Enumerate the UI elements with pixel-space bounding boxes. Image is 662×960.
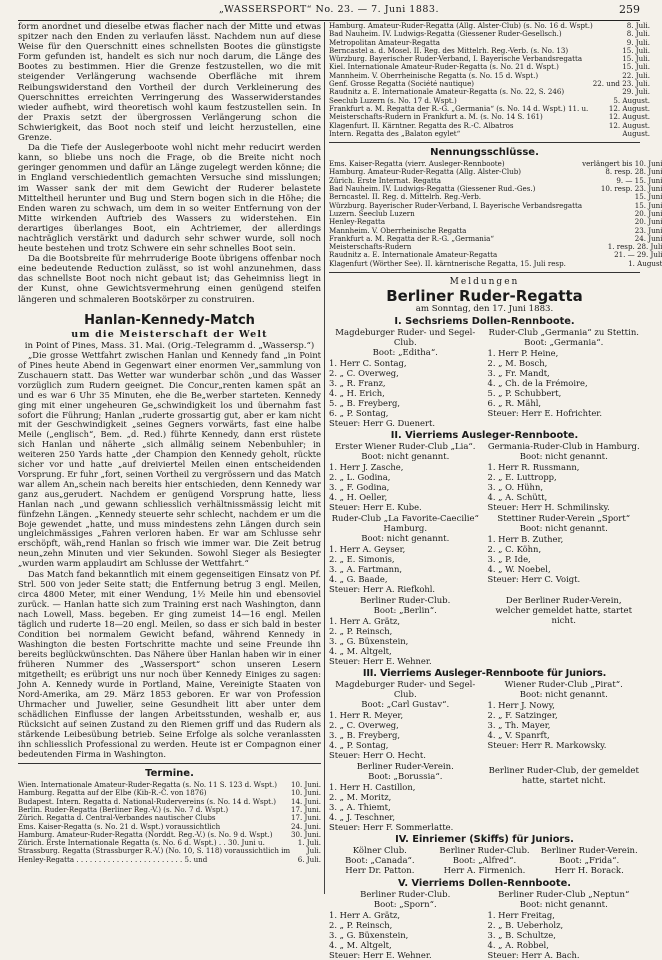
crew-member: 5. „ B. Freyberg, — [329, 398, 400, 409]
coxswain: Steuer: Herr A. Bach. — [487, 950, 580, 960]
termine-row-date: 10. Juni. — [290, 788, 321, 798]
crew-member: 1. Herr A. Geyser, — [329, 544, 406, 555]
regatta-date-row-date: August. — [622, 128, 650, 138]
regatta-date-row-text: Klagenfurt. II. Kärntner. Regatta des R.-C. Albatros — [329, 120, 514, 130]
crew-member: 1. Herr A. Grätz, — [329, 616, 401, 627]
termine-row-text: Hamburg. Regatta auf der Elbe (Kib-R.-C. von 1876) — [18, 788, 207, 798]
boat-name: Boot: nicht genannt. — [361, 534, 450, 545]
crew-member: 1. Herr P. Heine, — [487, 348, 559, 359]
entry-block — [329, 890, 482, 960]
crew-member: 1. Herr R. Russmann, — [487, 462, 580, 473]
column-divider — [324, 22, 325, 894]
termine-row-text: Ems. Kaiser-Regatta (s. No. 21 d. Wspt.) voraussichtlich — [18, 821, 221, 831]
left-column — [18, 22, 321, 894]
nennungsschluss-row-text: Raudnitz a. E. Internationale Amateur-Regatta — [329, 250, 498, 260]
nennungsschluesse-list — [329, 160, 662, 268]
coxswain: Steuer: Herr O. Hecht. — [329, 750, 426, 761]
rower: Herr A. Firmenich. — [443, 866, 526, 877]
club-name: Berliner Ruder-Verein. — [540, 846, 638, 857]
termine-row-text: Strassburg. Regatta (Strassburger R.-V.) (No. 10, S. 118) voraussichtlich im — [18, 846, 291, 856]
crew-member: 5. „ P. Schubbert, — [487, 388, 562, 399]
nennungsschluss-row-date: 15. Juni — [634, 192, 662, 202]
crew-member: 4. „ H. Oeller, — [329, 492, 388, 503]
crew-member: 4. „ J. Teschner, — [329, 812, 396, 823]
crew-member: 2. „ F. Satzinger, — [487, 710, 558, 721]
club-name: Magdeburger Ruder- und Segel-Club. — [335, 328, 476, 349]
nennungsschluss-row-text: Klagenfurt (Wörther See). II. kärntnerische Regatta, 15. Juli resp. — [329, 258, 566, 268]
article-paragraph: Da die Tiefe der Auslegerboote wohl nicht mehr reducirt werden kann, so bliebe uns noch die Frage, ob die Breite nicht noch geringer genommen und dafür an Länge zugelegt werden könne; die in England verschiedentlich gemachten Versuche sind misslungen; im Wasser sank der mit dem Gewicht der Ruderer belastete Mitteltheil herunter und Bug und Stern bogen sich in die Höhe; die Enden waren zu schwach, um dem in so weiter Entfernung von der Mitte wirkenden Auftrieb des Wassers zu widerstehen. Ein derartiges überlanges Boot, ein Achtriemer, der allerdings nachträglich verstärkt und dadurch sehr schwer wurde, soll noch heute bestehen und trotz Schwere ein sehr schnelles Boot sein. — [18, 143, 321, 255]
regatta-date-row-date: 8. Juli. — [626, 21, 650, 30]
section-divider — [18, 763, 321, 764]
boat-name: Boot: „Frida“. — [559, 856, 620, 867]
nennungsschluss-row-text: Hamburg. Amateur-Ruder-Regatta (Allg. Alster-Club) — [329, 167, 522, 177]
entry-block — [488, 890, 641, 960]
regatta-date-row-date: 29. Juli. — [622, 87, 650, 97]
club-name: Wiener Ruder-Club „Pirat“. — [504, 680, 623, 691]
nennungsschluss-row-date: 24. Juni — [634, 233, 662, 243]
crew-member: 4. „ M. Altgelt, — [329, 940, 392, 951]
regatta-date-row-text: Würzburg. Bayerischer Ruder-Verband, I. Bayerische Verbandsregatta — [329, 54, 583, 64]
regatta-date-row-text: Berncastel a. d. Mosel. II. Reg. des Mittelrh. Reg.-Verb. (s. No. 13) — [329, 45, 569, 55]
regatta-date-row-text: Kiel. Internationale Amateur-Ruder-Regatta (s. No. 21 d. Wspt.) — [329, 62, 559, 72]
crew-member: 1. Herr A. Grätz, — [329, 910, 401, 921]
crew-member: 2. „ E. Simonis, — [329, 554, 395, 565]
crew-list — [488, 348, 641, 418]
regatta-date-row-date: 12. August. — [608, 112, 650, 122]
club-name: Berliner Ruder-Club. — [360, 596, 451, 607]
termine-row — [18, 856, 321, 864]
coxswain: Steuer: Herr R. Markowsky. — [487, 740, 607, 751]
match-headline: Hanlan-Kennedy-Match — [84, 312, 255, 328]
club-name: Erster Wiener Ruder-Club „Lia“. — [335, 442, 476, 453]
crew-member: 4. „ Ch. de la Frémoire, — [487, 378, 588, 389]
race-heading: II. Vierriems Ausleger-Rennboote. — [390, 430, 579, 442]
nennungsschluss-row-date: 20. Juni — [634, 208, 662, 218]
club-name: Kölner Club. — [352, 846, 407, 857]
coxswain: Steuer: Herr F. Sommerlatte. — [329, 822, 454, 833]
crew-list — [488, 700, 641, 750]
nennungsschluesse-heading: Nennungsschlüsse. — [430, 147, 539, 159]
nennungsschluss-row-date: 8. resp. 28. Juni — [605, 167, 662, 177]
coxswain: Steuer: Herr C. Voigt. — [487, 574, 581, 585]
page-header-title: „WASSERSPORT“ No. 23. — 7. Juni 1883. — [219, 4, 439, 15]
regatta-date-row-date: 15. Juli. — [622, 62, 650, 72]
rower: Herr Dr. Patton. — [345, 866, 415, 877]
entry-block — [488, 328, 641, 428]
coxswain: Steuer: Herr G. Duenert. — [329, 418, 435, 429]
nennungsschluss-row-date: 9. — 15. Juni — [616, 175, 662, 185]
crew-member: 1. Herr R. Meyer, — [329, 710, 404, 721]
race-heading: V. Vierriems Dollen-Rennboote. — [398, 878, 571, 890]
right-column — [329, 21, 662, 960]
nennungsschluss-row-text: Meisterschafts-Rudern — [329, 242, 412, 252]
nennungsschluss-row-text: Bad Nauheim. IV. Ludwigs-Regatta (Giessener Rud.-Ges.) — [329, 184, 536, 194]
crew-member: 2. „ M. Bosch, — [487, 358, 548, 369]
article-paragraph: Das Match fand bekanntlich mit einem gegenseitigen Einsatz von Pf. Strl. 500 von jeder Seite statt; die Entfernung betrug 3 engl. Meilen, circa 4800 Meter, mit einer Wendung, 1½ Meile hin und ebensoviel zurück. — Hanlan hatte sich zum Training erst nach Washington, dann nach Lowell, Mass. begeben. Er ging zumeist 14—16 engl. Meilen täglich und ruderte 18—20 engl. Meilen, so dass er sich bald in bester Condition bei normalem Gewicht befand, während Kennedy in Washington die besten Fortschritte machte und seine Freunde ihn bereits beglückwünschten. Das Nähere über Hanlan haben wir in einer früheren Nummer des „Wassersport“ schon unseren Lesern mitgetheilt; es erübrigt uns nur noch über Kennedy Einiges zu sagen: John A. Kennedy wurde in Portland, Maine, Vereinigte Staaten von Nord-Amerika, am 29. März 1853 geboren. Er war von Profession Uhrmacher und Juwelier, seine Gesundheit litt aber unter dem schädlichen Einflusse der langen Arbeitsstunden, weshalb er, aus Rücksicht auf seinen Zustand zu den Riemen griff und das Rudern als stärkende Leibesübung betrieb. Seine Erfolge als solche veranlassten ihn schliesslich Professional zu werden. Heute ist er Compagnon einer bedeutenden Firma in Washington. — [18, 569, 321, 760]
coxswain: Steuer: Herr E. Wehner. — [329, 950, 432, 960]
boat-name: Boot: „Editha“. — [372, 348, 438, 359]
crew-list — [488, 910, 641, 960]
crew-member: 2. „ E. Luttropp, — [487, 472, 557, 483]
nennungsschluss-row-text: Mannheim. V. Oberrheinische Regatta — [329, 225, 467, 235]
crew-member: 2. „ B. Ueberholz, — [487, 920, 564, 931]
termine-row-date: 17. Juni. — [290, 804, 321, 814]
boat-name: Boot: „Canada“. — [345, 856, 415, 867]
regatta-date-row-text: Bad Nauheim. IV. Ludwigs-Regatta (Giessener Ruder-Gesellsch.) — [329, 29, 562, 39]
crew-member: 1. Herr Freitag, — [487, 910, 555, 921]
race-heading: IV. Einriemer (Skiffs) für Juniors. — [395, 834, 574, 846]
crew-member: 1. Herr C. Sontag, — [329, 358, 407, 369]
regatta-date-row-text: Meisterschafts-Rudern in Frankfurt a. M. (s. No. 14 S. 161) — [329, 112, 543, 122]
crew-list — [329, 910, 482, 960]
crew-list — [488, 462, 641, 512]
crew-member: 3. „ R. Franz, — [329, 378, 386, 389]
section-divider — [329, 272, 640, 273]
crew-member: 1. Herr J. Zasche, — [329, 462, 404, 473]
nennungsschluss-row-date: 21. — 29. Juli — [614, 250, 662, 260]
nennungsschluss-row-text: Ems. Kaiser-Regatta (vierr. Ausleger-Rennboote) — [329, 159, 505, 169]
termine-heading: Termine. — [145, 768, 194, 780]
regatta-date-row-text: Frankfurt a. M. Regatta der R.-G. „Germania“ (s. No. 14 d. Wspt.) 11. u. — [329, 103, 589, 113]
termine-row-date: 1. Juli. — [297, 838, 321, 848]
termine-row-date: 6. Juli. — [297, 854, 321, 864]
entry-block — [538, 846, 640, 876]
boat-name: Boot: nicht genannt. — [519, 900, 608, 911]
rower: Herr H. Borack. — [554, 866, 624, 877]
crew-member: 3. „ Th. Mayer, — [487, 720, 551, 731]
section-divider — [329, 142, 640, 143]
nennungsschluss-row-text: Würzburg. Bayerischer Ruder-Verband, I. Bayerische Verbandsregatta — [329, 200, 583, 210]
crew-member: 3. „ Fr. Mandt, — [487, 368, 550, 379]
race-heading: I. Sechsriems Dollen-Rennboote. — [394, 316, 575, 328]
boat-name: Boot: nicht genannt. — [519, 524, 608, 535]
crew-member: 2. „ P. Reinsch, — [329, 920, 393, 931]
withdrawal-note: Berliner Ruder-Club, der gemeldet hatte, startet nicht. — [488, 766, 639, 787]
crew-member: 3. „ B. Schultze, — [487, 930, 556, 941]
crew-list — [329, 710, 482, 760]
article-paragraph: Da die Bootsbreite für mehrruderige Boote übrigens offenbar noch eine bedeutende Reduction zulässt, so ist wohl anzunehmen, dass das schnellste Boot noch nicht gebaut ist; das Geheimniss liegt in der Kunst, ohne Gewichtsvermehrung einen genügend steifen längeren und schmaleren Bootskörper zu construiren. — [18, 254, 321, 305]
crew-member: 4. „ H. Erich, — [329, 388, 385, 399]
club-name: Stettiner Ruder-Verein „Sport“ — [497, 514, 631, 525]
crew-list — [488, 534, 641, 584]
match-location-line: in Point of Pines, Mass. 31. Mai. (Orig.-Telegramm d. „Wassersp.“) — [24, 340, 315, 351]
boat-name: Boot: „Germania“. — [524, 338, 604, 349]
termine-row-text: Berlin. Ruder-Regatta (Berliner Reg.-V.) (s. No. 7 d. Wspt.) — [18, 804, 229, 814]
regatta-date-row-text: Raudnitz a. E. Internationale Amateur-Regatta (s. No. 22, S. 246) — [329, 87, 565, 97]
termine-row-text: Hamburg. Amateur-Ruder-Regatta (Norddt. Reg.-V.) (s. No. 9 d. Wspt.) — [18, 829, 273, 839]
entry-block — [329, 846, 431, 876]
entry-block — [434, 846, 536, 876]
nennungsschluss-row-date: 23. Juni — [634, 225, 662, 235]
nennungsschluss-row-text: Berncastel. II. Reg. d. Mittelrh. Reg.-Verb. — [329, 192, 482, 202]
termine-row-text: Henley-Regatta . . . . . . . . . . . . . . . . . . . . . . . . 5. und — [18, 854, 208, 864]
nennungsschluss-row-text: Luzern. Seeclub Luzern — [329, 208, 415, 218]
regatta-date-row-date: 8. Juli. — [626, 29, 650, 39]
regatta-date-row-date: 9. Juli. — [626, 37, 650, 47]
termine-row-date: 10. Juni. — [290, 780, 321, 790]
crew-list — [329, 782, 482, 832]
nennungsschluss-row-date: 10. resp. 23. Juni — [600, 184, 662, 194]
club-name: Ruder-Club „Germania“ zu Stettin. — [488, 328, 639, 339]
regatta-date-row-date: 22. und 23. Juli. — [592, 79, 650, 89]
crew-list — [329, 616, 482, 666]
termine-row-text: Zürich. Erste Internationale Regatta (s. No. 6 d. Wspt.) . . 30. Juni u. — [18, 838, 265, 848]
crew-member: 3. „ A. Thiemt, — [329, 802, 391, 813]
crew-member: 4. „ W. Noebel, — [487, 564, 551, 575]
article-paragraph: form anordnet und dieselbe etwas flacher nach der Mitte und etwas spitzer nach den Enden zu verlaufen lässt. Nachdem nun auf diese Weise für den Querschnitt eines schnellsten Bootes die günstigste Form gefunden ist, handelt es sich nur noch darum, die Länge des Bootes zu bestimmen. Hier die Grenze festzustellen, wo die mit steigender Verlängerung wachsende Oberfläche mit ihrem Reibungswiderstand den Vortheil der durch Verkleinerung des Querschnittes erreichten Verringerung des Wasserwiderstandes wieder aufhebt, wird theoretisch wohl kaum festzustellen sein. In der Praxis setzt der übergrossen Verlängerung schon die Schwierigkeit, das Boot noch steif und leicht herzustellen, eine Grenze. — [18, 22, 321, 144]
entry-block — [329, 680, 482, 832]
termine-row-date: 17. Juni. — [290, 813, 321, 823]
nennungsschluss-row-date: 20. Juni — [634, 217, 662, 227]
nennungsschluss-row-date: 15. Juni — [634, 200, 662, 210]
club-name: Ruder-Club „La Favorite-Caecilie“ Hamburg. — [331, 514, 479, 535]
club-name: Germania-Ruder-Club in Hamburg. — [487, 442, 640, 453]
crew-member: 2. „ L. Godina, — [329, 472, 391, 483]
regatta-date-row-date: 22. Juli. — [622, 70, 650, 80]
nennungsschluss-row — [329, 260, 662, 268]
boat-name: Boot: „Borussia“. — [368, 772, 443, 783]
boat-name: Boot: nicht genannt. — [361, 452, 450, 463]
crew-member: 1. Herr J. Nowy, — [487, 700, 555, 711]
regatta-date-row-text: Seeclub Luzern (s. No. 17 d. Wspt.) — [329, 95, 457, 105]
crew-member: 4. „ G. Baade, — [329, 574, 388, 585]
termine-list — [18, 781, 321, 864]
club-name: Berliner Ruder-Club. — [439, 846, 530, 857]
meldungen-label: Meldungen — [449, 277, 520, 288]
crew-member: 3. „ G. Büxenstein, — [329, 636, 409, 647]
crew-member: 2. „ C. Köhn, — [487, 544, 542, 555]
crew-member: 2. „ C. Overweg, — [329, 368, 399, 379]
termine-row-date: Juli. — [306, 846, 321, 856]
crew-member: 4. „ A. Schütt, — [487, 492, 548, 503]
termine-row-date: 14. Juni. — [290, 796, 321, 806]
crew-member: 1. Herr H. Castillon, — [329, 782, 416, 793]
boat-name: Boot: „Carl Gustav“. — [361, 700, 450, 711]
crew-member: 2. „ C. Overweg, — [329, 720, 399, 731]
entry-block — [329, 328, 482, 428]
withdrawal-note: Der Berliner Ruder-Verein, welcher gemeldet hatte, startet nicht. — [495, 596, 632, 627]
nennungsschluss-row-date: verlängert bis 10. Juni — [582, 159, 662, 169]
crew-member: 3. „ A. Fartmann, — [329, 564, 403, 575]
termine-row-text: Budapest. Intern. Regatta d. National-Rudervereins (s. No. 14 d. Wspt.) — [18, 796, 277, 806]
match-subheadline: um die Meisterschaft der Welt — [71, 328, 268, 340]
nennungsschluss-row-text: Zürich. Erste Internat. Regatta — [329, 175, 441, 185]
telegram-quote: „Die grosse Wettfahrt zwischen Hanlan und Kennedy fand „in Point of Pines heute Abend in Gegenwart einer enormen Ver„sammlung von Zuschauern statt. Das Wetter war wunderbar schön „und das Wasser vorzüglich zum Rudern geeignet. Die Concur„renten kamen spät an und es war 6 Uhr 35 Minuten, ehe die Be„werber starteten. Kennedy ging mit einer ungeheuren Ge„schwindigkeit los und übernahm fast sofort die Führung; Hanlan „ruderte grossartig gut, aber er kam nicht mit der Geschwindigkeit „seines Gegners vorwärts, fast eine halbe Meile („englisch“, Bem. „d. Red.) führte Kennedy, dann erst rüstete sich Hanlan und näherte „sich allmälig seinem Nebenbuhler; in weiteren 250 Yards hatte „der Champion den Kennedy geholt, rückte sicher vor und hatte „auf dreiviertel Meilen einen entscheidenden Vorsprung. Er fuhr „fort, seinen Vortheil zu vergrössern und das Match war allem An„schein nach bereits hier entschieden, denn Kennedy war ganz aus„gerudert. Nachdem er genügend Vorsprung hatte, liess Hanlan nach „und gewann schliesslich verhältnissmässig leicht mit fünfzehn Längen. „Kennedy steuerte sehr schlecht, nachdem er um die Boje gewendet „hatte, und muss mindestens zehn Längen durch sein ungleichmässiges „Fahren verloren haben. Er war am Schlusse sehr erschöpft, wäh„rend Hanlan so frisch wie immer war. Die Zeit betrug neun„zehn Minuten und vier Sekunden. Sowohl Sieger als Besiegter „wurden warm applaudirt am Schlusse der Wettfahrt.“ — [18, 350, 321, 569]
crew-member: 4. „ A. Robbel, — [487, 940, 549, 951]
coxswain: Steuer: Herr A. Riefkohl. — [329, 584, 436, 595]
coxswain: Steuer: Herr E. Wehner. — [329, 656, 432, 667]
crew-member: 4. „ V. Spanrft, — [487, 730, 550, 741]
page-header — [18, 0, 640, 21]
regatta-date-row-date: 12. August. — [608, 120, 650, 130]
club-name: Berliner Ruder-Club. — [360, 890, 451, 901]
crew-member: 3. „ B. Freyberg, — [329, 730, 400, 741]
termine-row-text: Zürich. Regatta d. Central-Verbandes nautischer Clubs — [18, 813, 216, 823]
regatta-date-row-date: 5. August. — [613, 95, 650, 105]
regatta-dates-list — [329, 22, 650, 138]
club-name: Berliner Ruder-Verein. — [356, 762, 454, 773]
crew-member: 4. „ P. Sontag, — [329, 740, 389, 751]
termine-row-text: Wien. Internationale Amateur-Ruder-Regatta (s. No. 11 S. 123 d. Wspt.) — [18, 780, 278, 790]
crew-member: 2. „ P. Reinsch, — [329, 626, 393, 637]
entry-block — [488, 680, 641, 832]
crew-member: 2. „ M. Moritz, — [329, 792, 392, 803]
crew-list — [329, 544, 482, 594]
boat-name: Boot: nicht genannt. — [519, 452, 608, 463]
coxswain: Steuer: Herr H. Schmilinsky. — [487, 502, 610, 513]
regatta-date-row-text: Mannheim. V. Oberrheinische Regatta (s. No. 15 d. Wspt.) — [329, 70, 539, 80]
entry-block — [488, 442, 641, 666]
regatta-date-row-date: 15. Juli. — [622, 45, 650, 55]
crew-list — [329, 358, 482, 428]
page-number: 259 — [619, 3, 640, 16]
crew-member: 6. „ R. Mähl, — [487, 398, 542, 409]
club-name: Berliner Ruder-Club „Neptun“ — [498, 890, 630, 901]
race-heading: III. Vierriems Ausleger-Rennboote für Juniors. — [362, 668, 607, 680]
nennungsschluss-row-date: 1. August — [628, 258, 662, 268]
regatta-date-row-date: 15. Juli. — [622, 54, 650, 64]
boat-name: Boot: „Alfred“. — [452, 856, 517, 867]
entry-block — [329, 442, 482, 666]
crew-member: 1. Herr B. Zuther, — [487, 534, 564, 545]
boat-name: Boot: nicht genannt. — [519, 690, 608, 701]
regatta-date-row-text: Hamburg. Amateur-Ruder-Regatta (Allg. Alster-Club) (s. No. 16 d. Wspt.) — [329, 21, 593, 30]
crew-member: 4. „ M. Altgelt, — [329, 646, 392, 657]
coxswain: Steuer: Herr E. Kube. — [329, 502, 422, 513]
crew-member: 3. „ O. Hühn, — [487, 482, 543, 493]
crew-member: 3. „ F. Godina, — [329, 482, 390, 493]
termine-row-date: 30. Juni. — [290, 829, 321, 839]
termine-row-date: 24. Juni. — [290, 821, 321, 831]
nennungsschluss-row-date: 1. resp. 28. Juli — [607, 242, 662, 252]
regatta-date-row-text: Genf. Grosse Regatta (Société nautique) — [329, 79, 475, 89]
coxswain: Steuer: Herr E. Hofrichter. — [487, 408, 603, 419]
regatta-date: am Sonntag, den 17. Juni 1883. — [415, 303, 554, 314]
regatta-title: Berliner Ruder-Regatta — [386, 286, 583, 305]
boat-name: Boot: „Berlin“. — [373, 606, 437, 617]
club-name: Magdeburger Ruder- und Segel-Club. — [335, 680, 476, 701]
regatta-date-row-text: Metropolitan Amateur-Regatta — [329, 37, 440, 47]
regatta-date-row-text: Intern. Regatta des „Balaton egylet“ — [329, 128, 461, 138]
boat-name: Boot: „Sporn“. — [373, 900, 437, 911]
nennungsschluss-row-text: Henley-Regatta — [329, 217, 386, 227]
regatta-date-row — [329, 130, 650, 138]
crew-list — [329, 462, 482, 512]
crew-member: 6. „ P. Sontag, — [329, 408, 389, 419]
crew-member: 3. „ G. Büxenstein, — [329, 930, 409, 941]
regatta-date-row-date: 12. August. — [608, 103, 650, 113]
crew-member: 3. „ P. Ide, — [487, 554, 531, 565]
nennungsschluss-row-text: Frankfurt a. M. Regatta der R.-G. „Germania“ — [329, 233, 494, 243]
